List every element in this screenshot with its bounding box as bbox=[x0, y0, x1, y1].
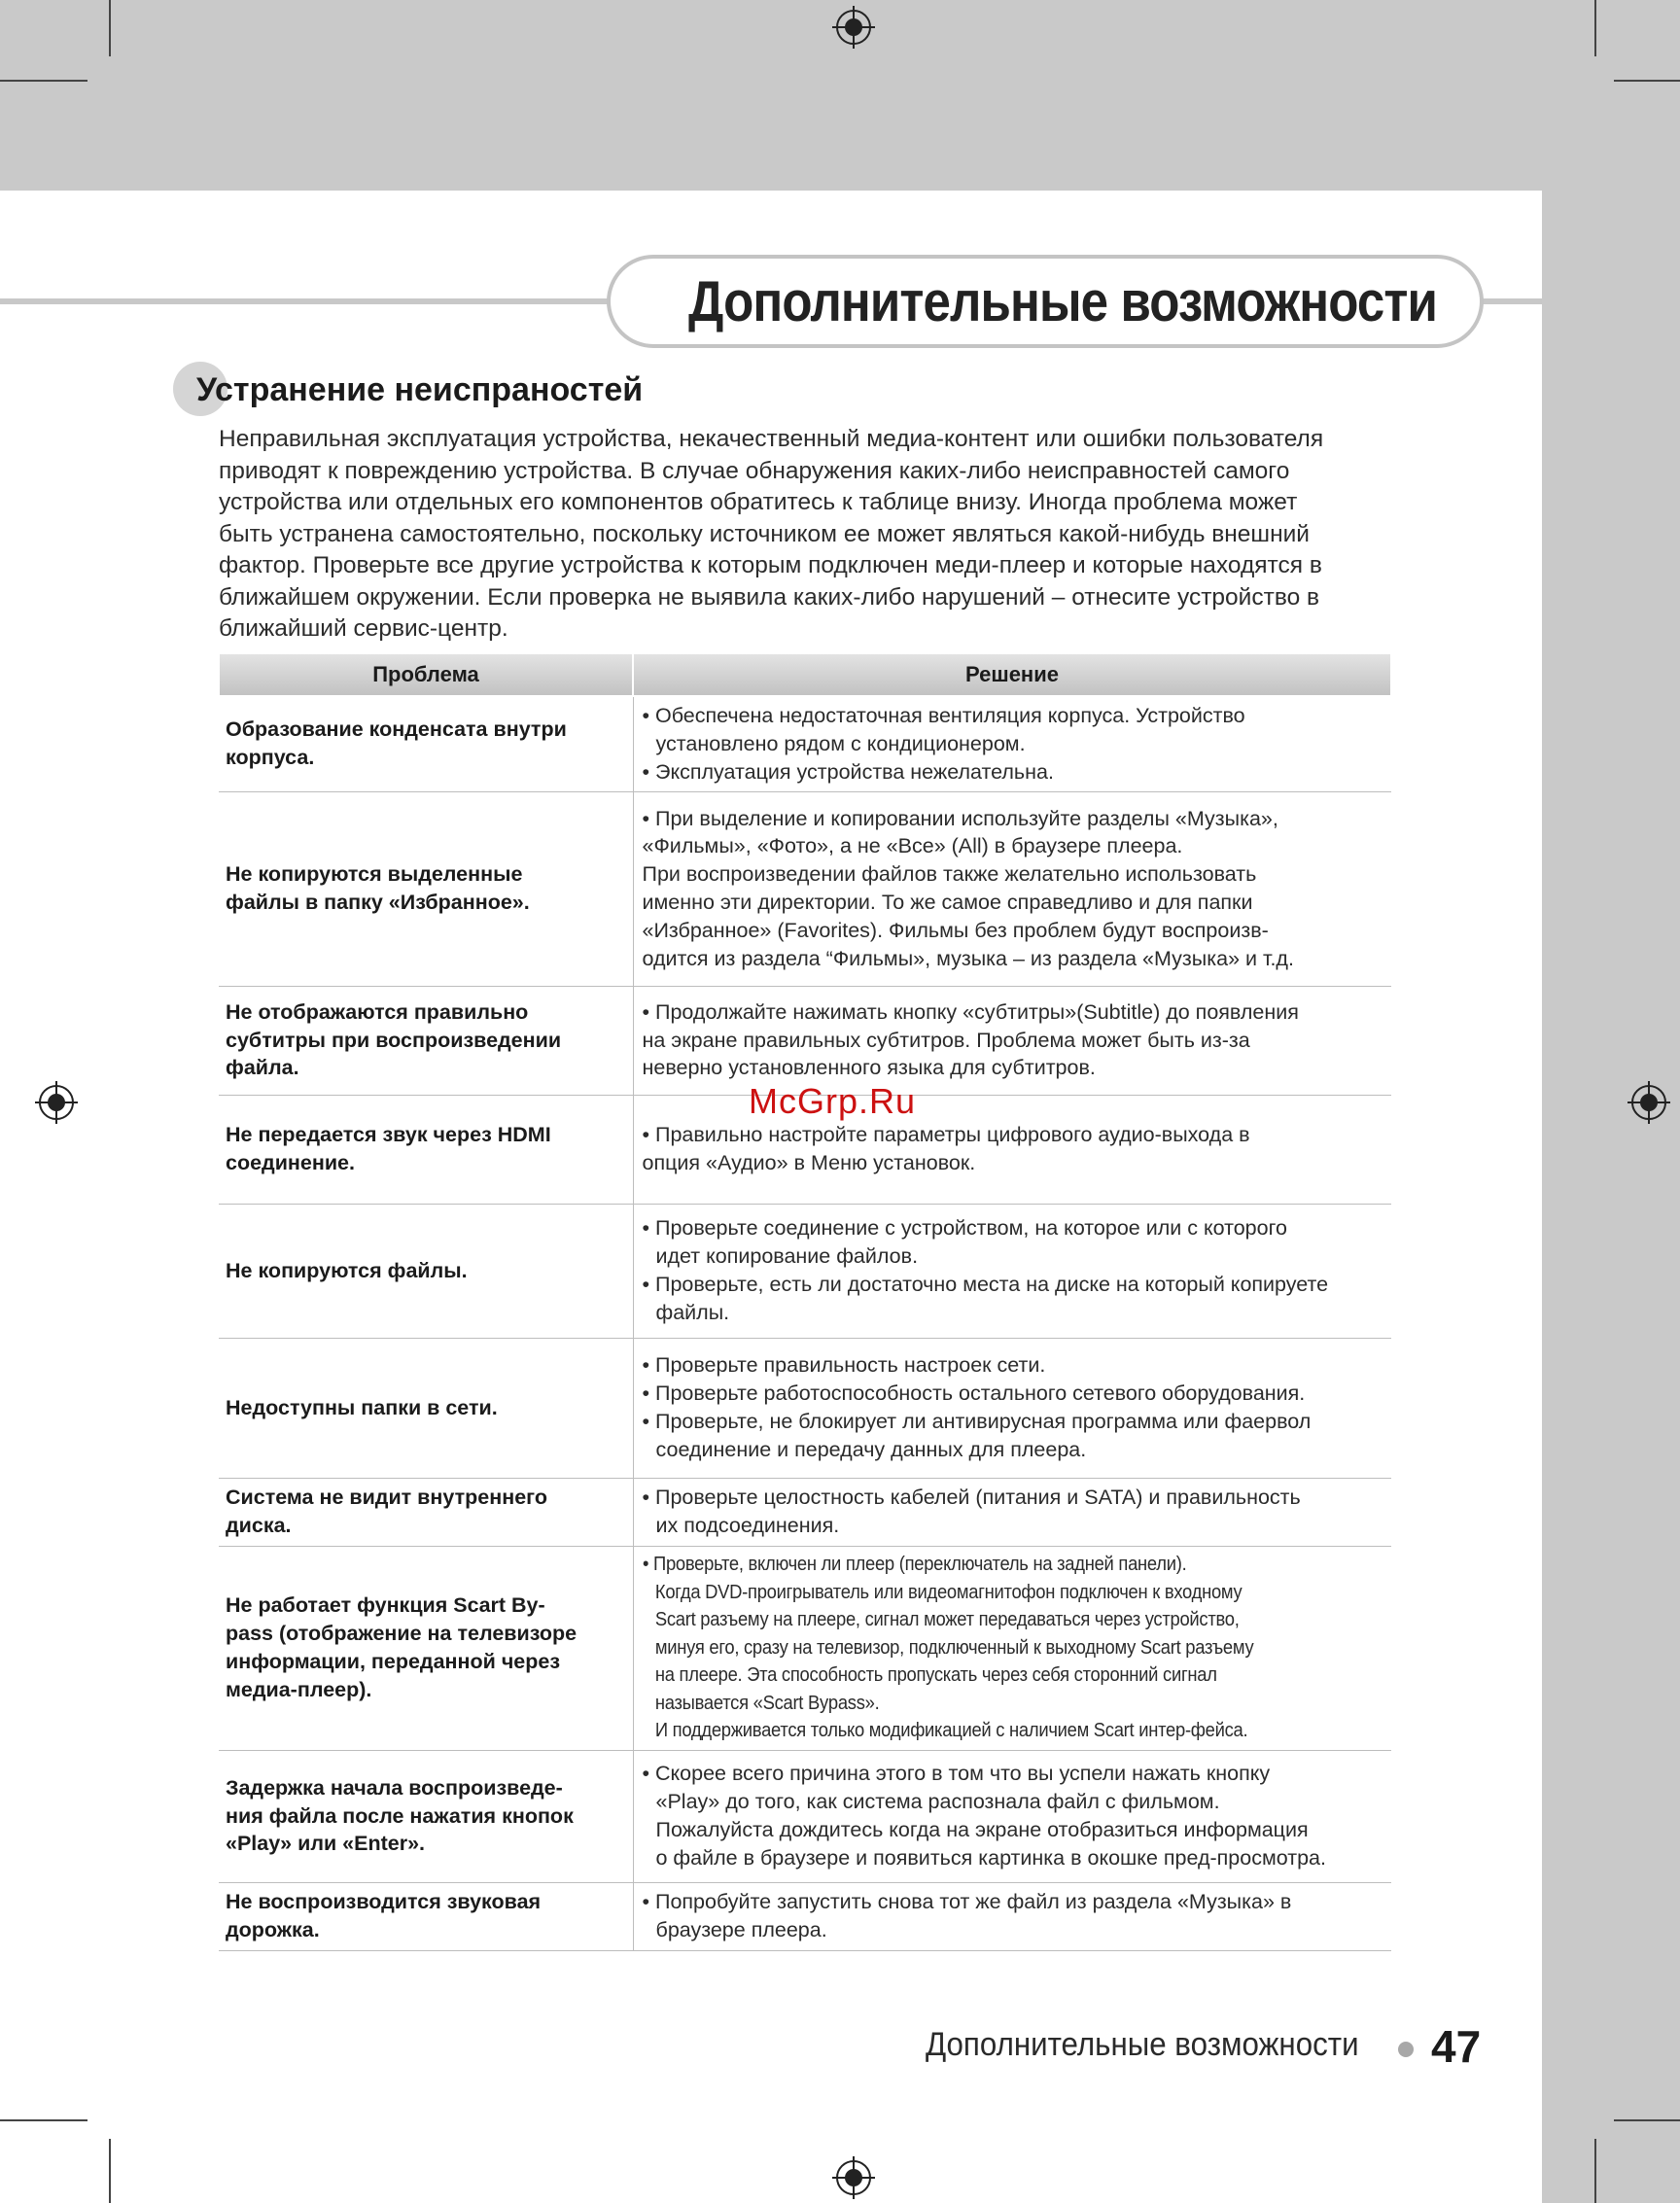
footer-section-name: Дополнительные возможности bbox=[926, 2026, 1359, 2063]
problem-cell bbox=[219, 1750, 633, 1882]
solution-line: на плеере. Эта способность пропускать через себя сторонний сигнал bbox=[654, 1664, 1217, 1687]
solution-line: о файле в браузере и появиться картинка в окошке пред-просмотра. bbox=[655, 1845, 1326, 1870]
solution-line: их подсоединения. bbox=[655, 1514, 840, 1537]
table-row bbox=[219, 1204, 1391, 1338]
crop-mark bbox=[0, 80, 88, 82]
intro-line: ближайший сервис-центр. bbox=[219, 615, 508, 642]
table-row bbox=[219, 1546, 1391, 1750]
problem-line: дорожка. bbox=[226, 1918, 320, 1941]
solution-cell bbox=[633, 1338, 1391, 1478]
solution-line: называется «Scart Bypass». bbox=[654, 1692, 879, 1714]
troubleshooting-table bbox=[218, 652, 1392, 1951]
solution-line: на экране правильных субтитров. Проблема может быть из-за bbox=[642, 1028, 1250, 1052]
solution-line: • Попробуйте запустить снова тот же файл из раздела «Музыка» в bbox=[642, 1890, 1292, 1914]
solution-line: • Скорее всего причина этого в том что вы успели нажать кнопку bbox=[642, 1762, 1271, 1786]
problem-line: Не воспроизводится звуковая bbox=[226, 1890, 542, 1914]
solution-cell bbox=[633, 1546, 1391, 1750]
table-row bbox=[219, 791, 1391, 986]
problem-line: диска. bbox=[226, 1514, 292, 1537]
table-row bbox=[219, 1478, 1391, 1546]
crop-mark bbox=[109, 2139, 111, 2203]
crop-mark bbox=[1594, 0, 1596, 56]
solution-line: опция «Аудио» в Меню установок. bbox=[642, 1151, 976, 1174]
problem-line: Задержка начала воспроизведе- bbox=[226, 1775, 563, 1800]
solution-line: файлы. bbox=[655, 1300, 730, 1324]
problem-line: соединение. bbox=[226, 1151, 355, 1174]
problem-line: медиа-плеер). bbox=[226, 1677, 372, 1701]
solution-line: • Обеспечена недостаточная вентиляция корпуса. Устройство bbox=[642, 704, 1245, 728]
solution-line: одится из раздела “Фильмы», музыка – из раздела «Музыка» и т.д. bbox=[642, 946, 1294, 970]
table-row bbox=[219, 986, 1391, 1095]
intro-line: ближайшем окружении. Если проверка не выявила каких-либо нарушений – отнесите устройство в bbox=[219, 583, 1320, 611]
crop-mark bbox=[1614, 80, 1680, 82]
crop-mark bbox=[1614, 2119, 1680, 2121]
footer-dot-icon bbox=[1398, 2042, 1414, 2057]
problem-line: pass (отображение на телевизоре bbox=[226, 1622, 578, 1646]
problem-cell bbox=[219, 1338, 633, 1478]
watermark: McGrp.Ru bbox=[749, 1081, 917, 1121]
solution-line: При воспроизведении файлов также желательно использовать bbox=[642, 862, 1257, 887]
problem-line: Не передается звук через HDMI bbox=[226, 1123, 551, 1147]
problem-line: файла. bbox=[226, 1056, 299, 1080]
column-header-solution: Решение bbox=[633, 653, 1391, 696]
solution-line: • Продолжайте нажимать кнопку «субтитры»(Subtitle) до появления bbox=[642, 999, 1299, 1024]
solution-cell bbox=[633, 1095, 1391, 1204]
solution-line: браузере плеера. bbox=[655, 1918, 827, 1941]
intro-line: фактор. Проверьте все другие устройства к которым подключен меди-плеер и которые находятся в bbox=[219, 552, 1322, 578]
problem-line: субтитры при воспроизведении bbox=[226, 1028, 562, 1052]
problem-line: ния файла после нажатия кнопок bbox=[226, 1803, 574, 1828]
solution-line: именно эти директории. То же самое справедливо и для папки bbox=[642, 891, 1253, 914]
solution-line: «Play» до того, как система распознала файл с фильмом. bbox=[655, 1790, 1220, 1814]
intro-line: быть устранена самостоятельно, поскольку источником ее может являться какой-нибудь внешний bbox=[219, 520, 1310, 547]
page-title: Дополнительные возможности bbox=[688, 269, 1437, 333]
intro-paragraph bbox=[219, 424, 1483, 646]
problem-line: файлы в папку «Избранное». bbox=[226, 891, 530, 914]
solution-line: «Избранное» (Favorites). Фильмы без проблем будут воспроизв- bbox=[642, 918, 1269, 942]
solution-cell bbox=[633, 1478, 1391, 1546]
problem-line: информации, переданной через bbox=[226, 1650, 561, 1673]
solution-line: • Эксплуатация устройства нежелательна. bbox=[642, 759, 1054, 784]
intro-line: устройства или отдельных его компонентов обратитесь к таблице внизу. Иногда проблема может bbox=[219, 489, 1298, 515]
solution-cell bbox=[633, 1750, 1391, 1882]
solution-line: идет копирование файлов. bbox=[655, 1244, 919, 1269]
crop-mark bbox=[109, 0, 111, 56]
problem-line: Не копируются выделенные bbox=[226, 862, 523, 887]
intro-line: приводят к повреждению устройства. В случае обнаружения каких-либо неисправностей самого bbox=[219, 457, 1290, 484]
solution-cell bbox=[633, 791, 1391, 986]
solution-line: • Проверьте работоспособность остального сетевого оборудования. bbox=[642, 1381, 1306, 1406]
solution-line: неверно установленного языка для субтитров. bbox=[642, 1056, 1096, 1080]
solution-cell bbox=[633, 986, 1391, 1095]
problem-cell bbox=[219, 1882, 633, 1950]
problem-line: Недоступны папки в сети. bbox=[226, 1395, 498, 1419]
problem-line: Система не видит внутреннего bbox=[226, 1486, 547, 1510]
table-row bbox=[219, 696, 1391, 791]
table-row bbox=[219, 1750, 1391, 1882]
solution-cell bbox=[633, 1882, 1391, 1950]
solution-line: • Правильно настройте параметры цифрового аудио-выхода в bbox=[642, 1123, 1250, 1147]
problem-cell bbox=[219, 1546, 633, 1750]
problem-cell bbox=[219, 986, 633, 1095]
header-title-box bbox=[607, 255, 1484, 348]
solution-line: Пожалуйста дождитесь когда на экране отобразиться информация bbox=[655, 1818, 1309, 1841]
solution-line: • Проверьте, есть ли достаточно места на диске на который копируете bbox=[642, 1273, 1329, 1296]
solution-line: соединение и передачу данных для плеера. bbox=[655, 1437, 1087, 1461]
problem-cell bbox=[219, 1204, 633, 1338]
registration-mark-icon bbox=[832, 2156, 875, 2199]
solution-line: минуя его, сразу на телевизор, подключенный к выходному Scart разъему bbox=[654, 1636, 1253, 1659]
problem-line: Не отображаются правильно bbox=[226, 999, 529, 1024]
solution-line: • Проверьте целостность кабелей (питания и SATA) и правильность bbox=[642, 1486, 1301, 1510]
crop-mark bbox=[1594, 2139, 1596, 2203]
solution-line: установлено рядом с кондиционером. bbox=[655, 731, 1026, 755]
solution-line: • При выделение и копировании используйте разделы «Музыка», bbox=[642, 806, 1278, 830]
problem-cell bbox=[219, 1095, 633, 1204]
problem-line: Не работает функция Scart By- bbox=[226, 1593, 545, 1618]
registration-mark-icon bbox=[832, 6, 875, 49]
problem-line: «Play» или «Enter». bbox=[226, 1832, 426, 1856]
table-header-row bbox=[219, 653, 1391, 696]
table-row bbox=[219, 1882, 1391, 1950]
problem-line: корпуса. bbox=[226, 746, 315, 770]
problem-line: Не копируются файлы. bbox=[226, 1258, 468, 1282]
table-row bbox=[219, 1338, 1391, 1478]
intro-line: Неправильная эксплуатация устройства, некачественный медиа-контент или ошибки пользователя bbox=[219, 426, 1324, 452]
solution-line: Когда DVD-проигрыватель или видеомагнитофон подключен к входному bbox=[654, 1581, 1242, 1603]
solution-line: • Проверьте правильность настроек сети. bbox=[642, 1353, 1046, 1378]
registration-mark-icon bbox=[1628, 1081, 1670, 1124]
solution-line: • Проверьте, не блокирует ли антивирусная программа или фаервол bbox=[642, 1410, 1312, 1433]
problem-cell bbox=[219, 791, 633, 986]
section-title: Устранение неиспраностей bbox=[196, 371, 644, 408]
problem-cell bbox=[219, 696, 633, 791]
crop-mark bbox=[0, 2119, 88, 2121]
column-header-problem: Проблема bbox=[219, 653, 633, 696]
registration-mark-icon bbox=[35, 1081, 78, 1124]
solution-line: И поддерживается только модификацией с наличием Scart интер-фейса. bbox=[654, 1720, 1247, 1742]
solution-cell bbox=[633, 1204, 1391, 1338]
solution-line: «Фильмы», «Фото», а не «Все» (All) в браузере плеера. bbox=[642, 834, 1183, 858]
page-number: 47 bbox=[1431, 2021, 1482, 2072]
solution-line: Scart разъему на плеере, сигнал может передаваться через устройство, bbox=[654, 1609, 1240, 1631]
solution-cell bbox=[633, 696, 1391, 791]
solution-line: • Проверьте соединение с устройством, на которое или с которого bbox=[642, 1216, 1287, 1241]
problem-line: Образование конденсата внутри bbox=[226, 717, 567, 742]
solution-line: • Проверьте, включен ли плеер (переключатель на задней панели). bbox=[642, 1553, 1186, 1575]
problem-cell bbox=[219, 1478, 633, 1546]
